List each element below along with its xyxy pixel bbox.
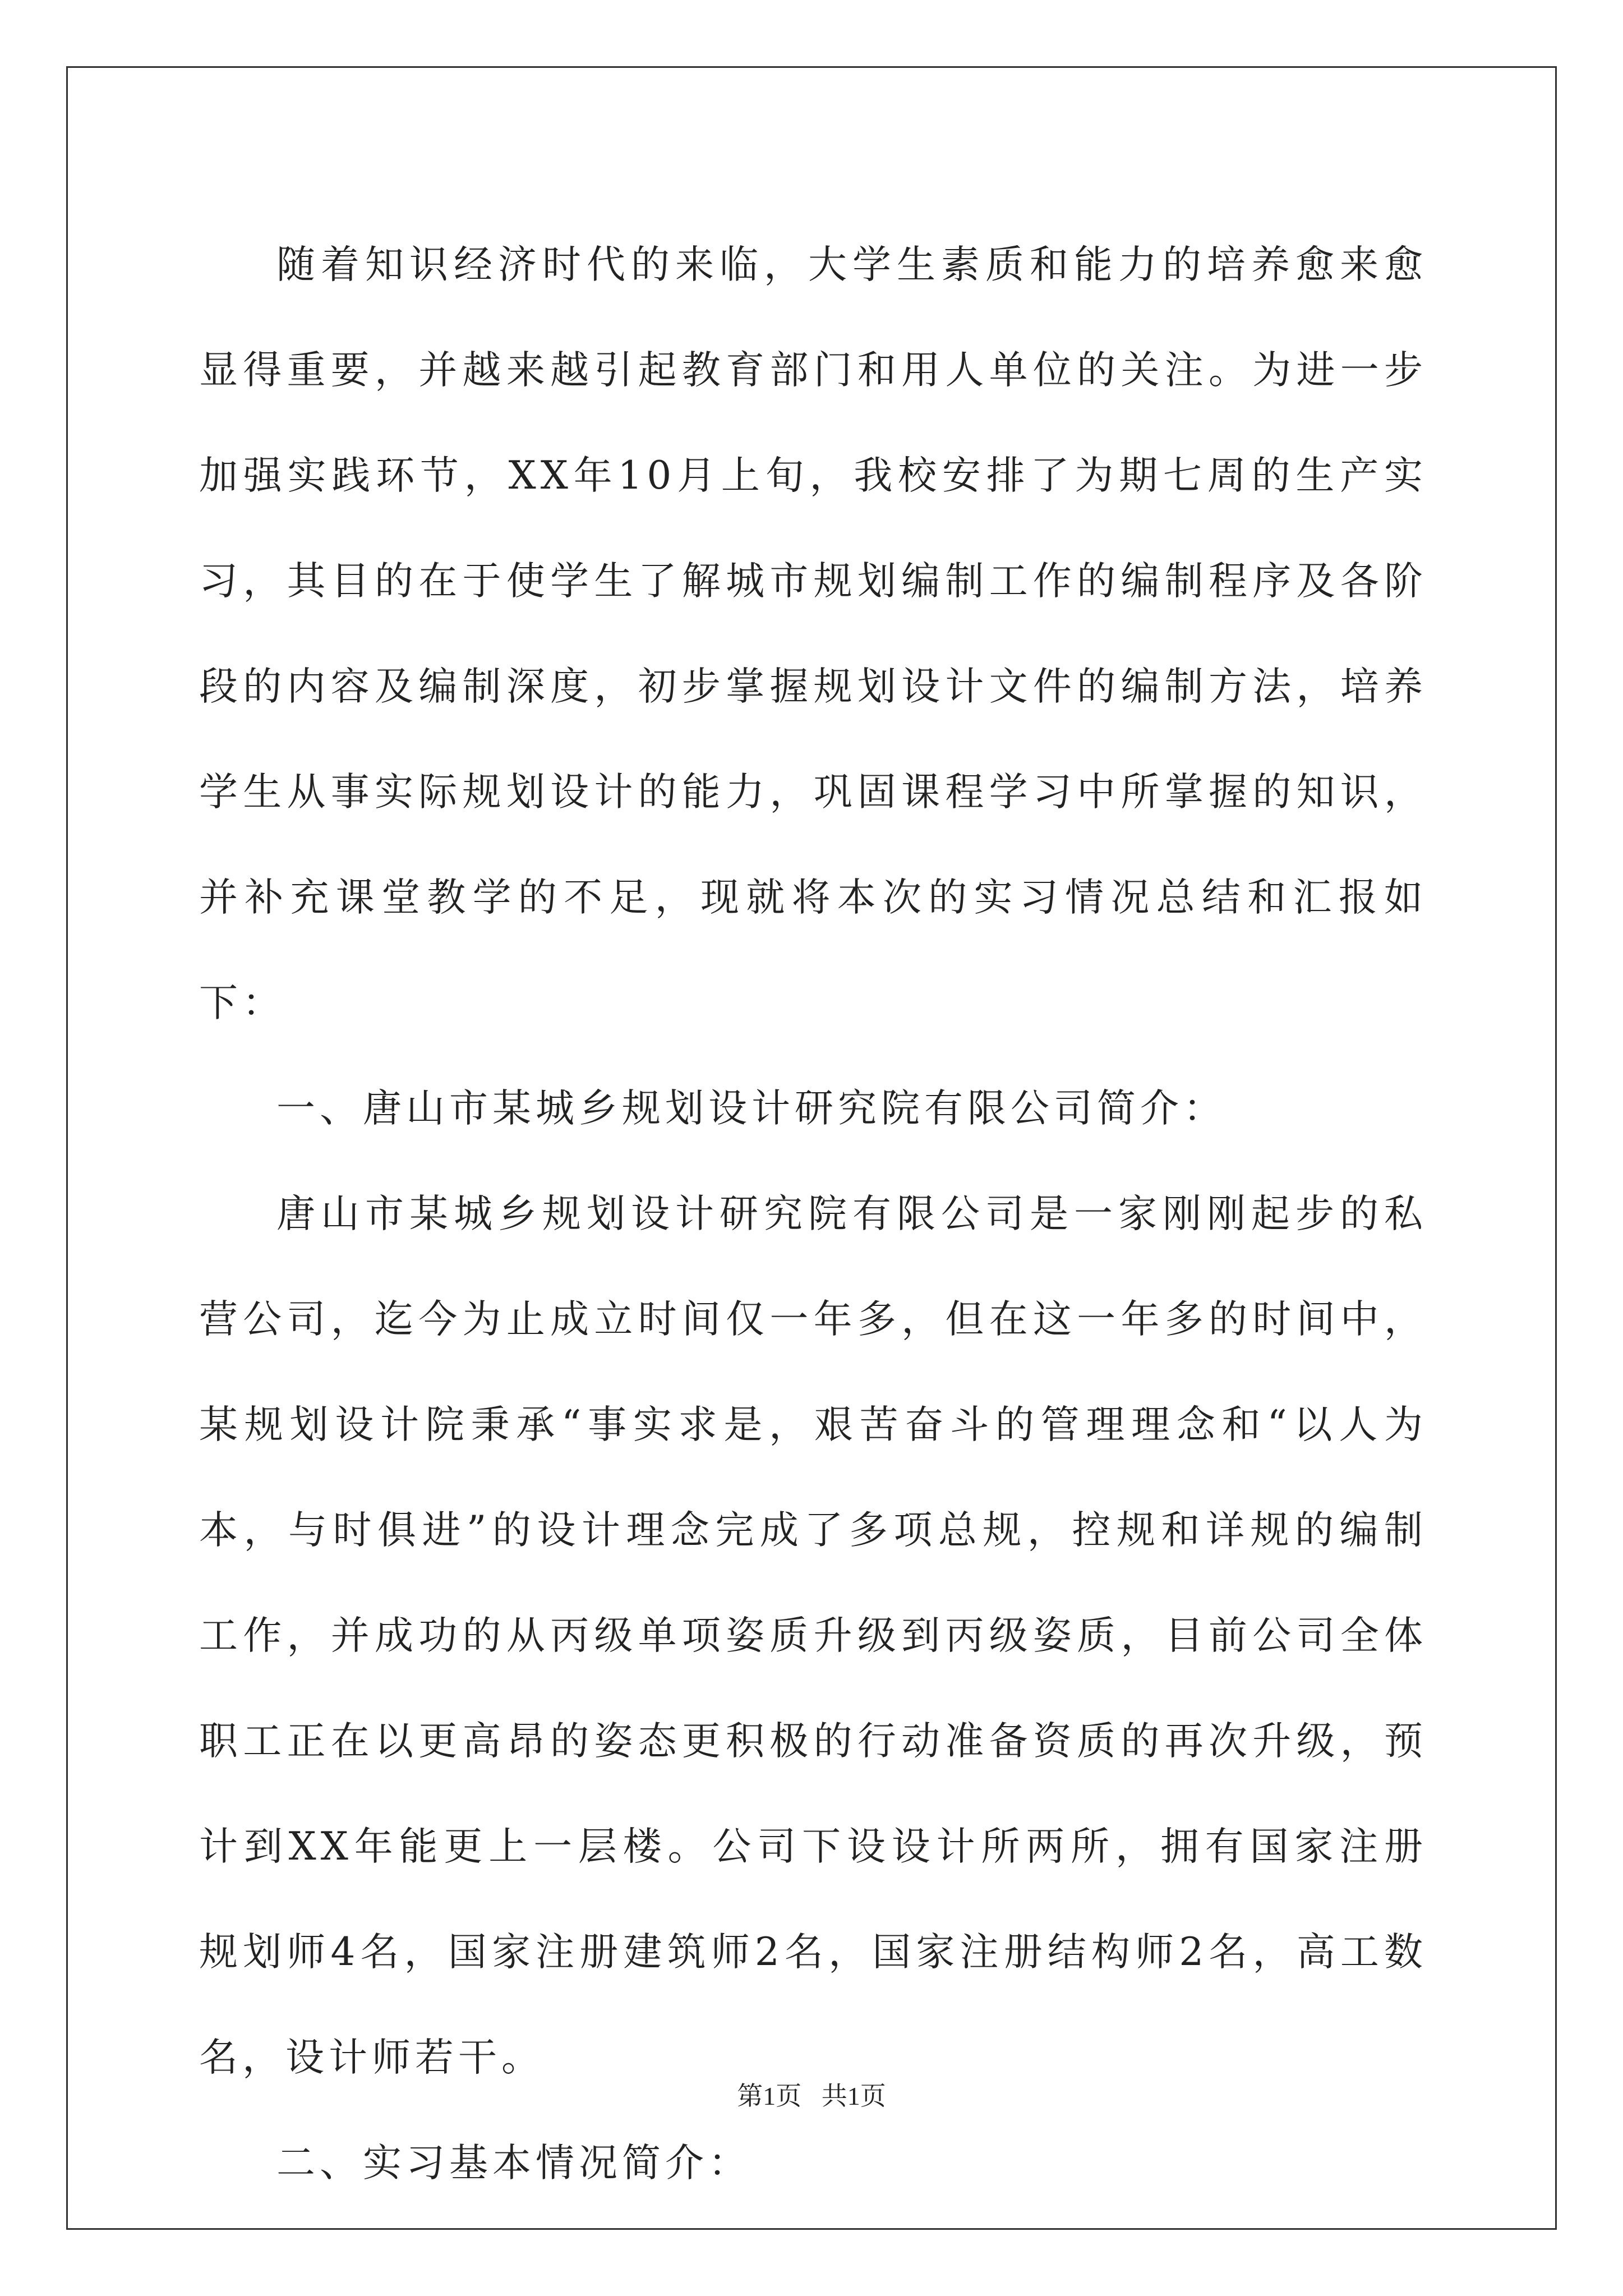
paragraph-intro: 随着知识经济时代的来临，大学生素质和能力的培养愈来愈显得重要，并越来越引起教育部门和用人单位的关注。为进一步加强实践环节，XX年10月上旬，我校安排了为期七周的生产实习，其目的在于使学生了解城市规划编制工作的编制程序及各阶段的内容及编制深度，初步掌握规划设计文件的编制方法，培养学生从事实际规划设计的能力，巩固课程学习中所掌握的知识，并补充课堂教学的不足，现就将本次的实习情况总结和汇报如下：: [199, 242, 1427, 1025]
heading-internship-overview: 二、实习基本情况简介：: [276, 2141, 751, 2185]
page-total: 共1页: [821, 2082, 886, 2110]
page-number: 第1页: [737, 2082, 802, 2110]
document-body: [199, 212, 1427, 2216]
paragraph-company: 唐山市某城乡规划设计研究院有限公司是一家刚刚起步的私营公司，迄今为止成立时间仅一年多，但在这一年多的时间中，某规划设计院秉承“事实求是，艰苦奋斗的管理理念和“以人为本，与时俱进”的设计理念完成了多项总规，控规和详规的编制工作，并成功的从丙级单项姿质升级到丙级姿质，目前公司全体职工正在以更高昂的姿态更积极的行动准备资质的再次升级，预计到XX年能更上一层楼。公司下设设计所两所，拥有国家注册规划师4名，国家注册建筑师2名，国家注册结构师2名，高工数名，设计师若干。: [199, 1191, 1427, 2080]
heading-company-intro: 一、唐山市某城乡规划设计研究院有限公司简介：: [276, 1086, 1227, 1131]
page-footer: [0, 2076, 1623, 2113]
